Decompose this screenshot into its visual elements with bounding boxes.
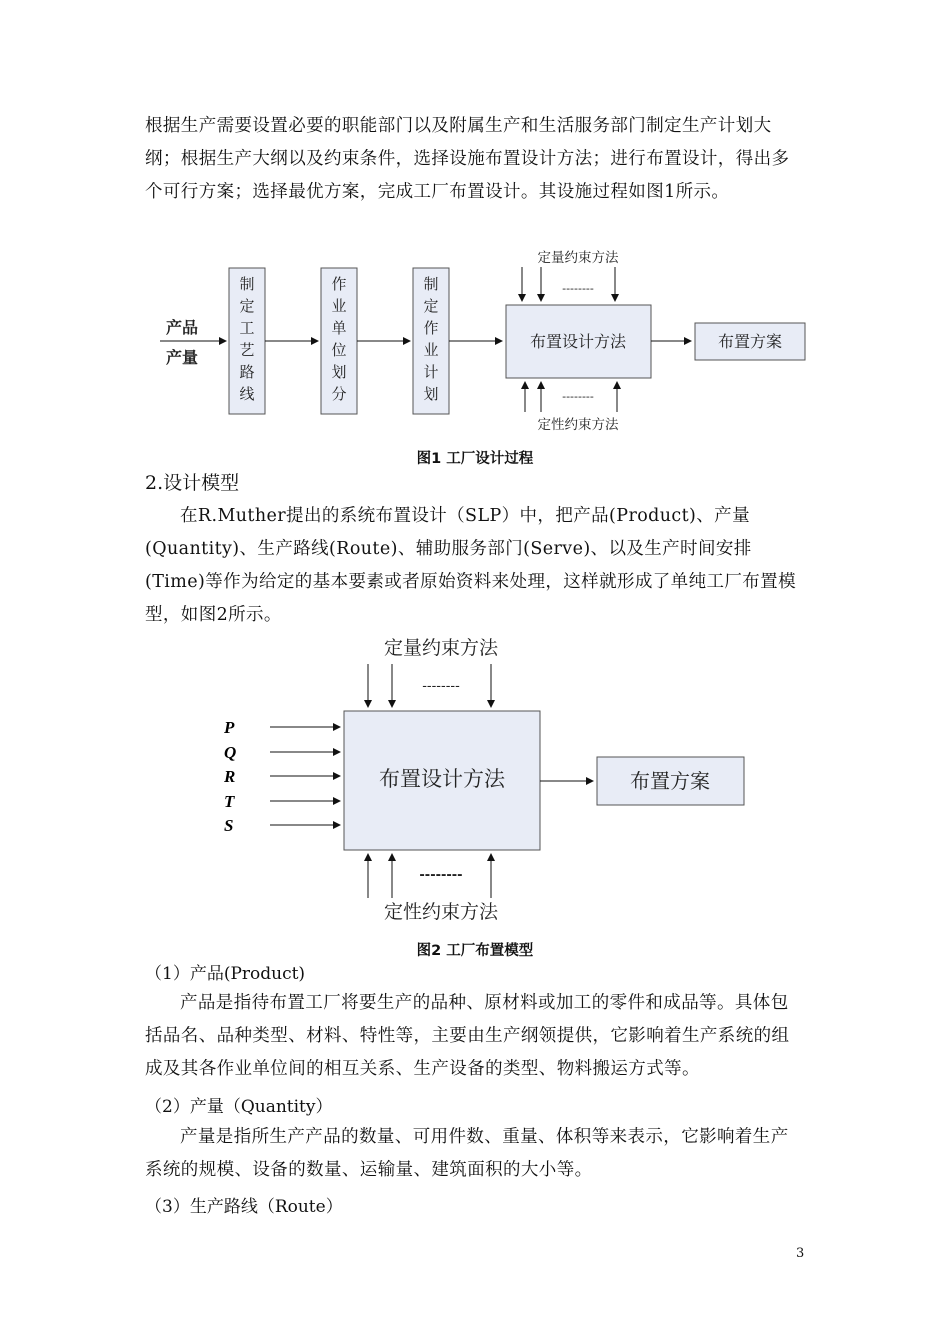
item1-title: （1）产品(Product) [145,964,306,984]
fig1-step-text-3: 制定作业计划 [423,275,439,403]
fig2-top-dashes: -------- [422,679,460,694]
item2-title: （2）产量（Quantity） [145,1097,333,1117]
page-number: 3 [796,1246,805,1261]
item1-body: 产品是指待布置工厂将要生产的品种、原材料或加工的零件和成品等。具体包括品名、品种类型、材料、特性等，主要由生产纲领提供，它影响着生产系统的组成及其各作业单位间的相互关系、生产设备的类型、物料搬运方式等。 [145,993,790,1079]
fig2-bottom-dashes: -------- [419,868,463,883]
fig1-input-product: 产品 [166,318,199,337]
fig2-bottom-constraint: 定性约束方法 [383,901,499,923]
fig2-input-S: S [224,816,234,835]
intro-paragraph: 根据生产需要设置必要的职能部门以及附属生产和生活服务部门制定生产计划大纲；根据生产大纲以及约束条件，选择设施布置设计方法；进行布置设计，得出多个可行方案；选择最优方案，完成工厂布置设计。其设施过程如图1所示。 [145,116,790,202]
item3-title: （3）生产路线（Route） [145,1197,343,1217]
section-heading: 2.设计模型 [145,472,240,494]
fig1-bottom-dashes: -------- [562,390,594,403]
fig2-input-Q: Q [224,743,237,762]
fig2-input-R: R [224,767,236,786]
fig1-result-label: 布置方案 [717,332,783,351]
fig1-bottom-constraint: 定性约束方法 [537,417,619,433]
fig1-step-text-1: 制定工艺路线 [239,275,255,403]
figure-2-caption: 图2 工厂布置模型 [416,943,534,959]
fig2-top-constraint: 定量约束方法 [383,637,499,659]
fig1-top-constraint: 定量约束方法 [537,250,619,266]
fig1-top-dashes: -------- [562,282,594,295]
fig2-input-T: T [224,792,235,811]
fig1-input-quantity: 产量 [166,348,199,367]
fig1-step-text-2: 作业单位划分 [331,275,347,403]
figure-1-caption: 图1 工厂设计过程 [416,451,534,467]
fig2-result-label: 布置方案 [630,769,710,793]
fig1-method-label: 布置设计方法 [529,332,627,351]
fig2-input-P: P [224,718,235,737]
fig2-method-label: 布置设计方法 [379,767,505,791]
model-paragraph: 在R.Muther提出的系统布置设计（SLP）中，把产品(Product)、产量(Quantity)、生产路线(Route)、辅助服务部门(Serve)、以及生产时间安排(Time)等作为给定的基本要素或者原始资料来处理，这样就形成了单纯工厂布置模型，如图2所示。 [145,506,796,625]
item2-body: 产量是指所生产产品的数量、可用件数、重量、体积等来表示，它影响着生产系统的规模、设备的数量、运输量、建筑面积的大小等。 [145,1127,789,1180]
